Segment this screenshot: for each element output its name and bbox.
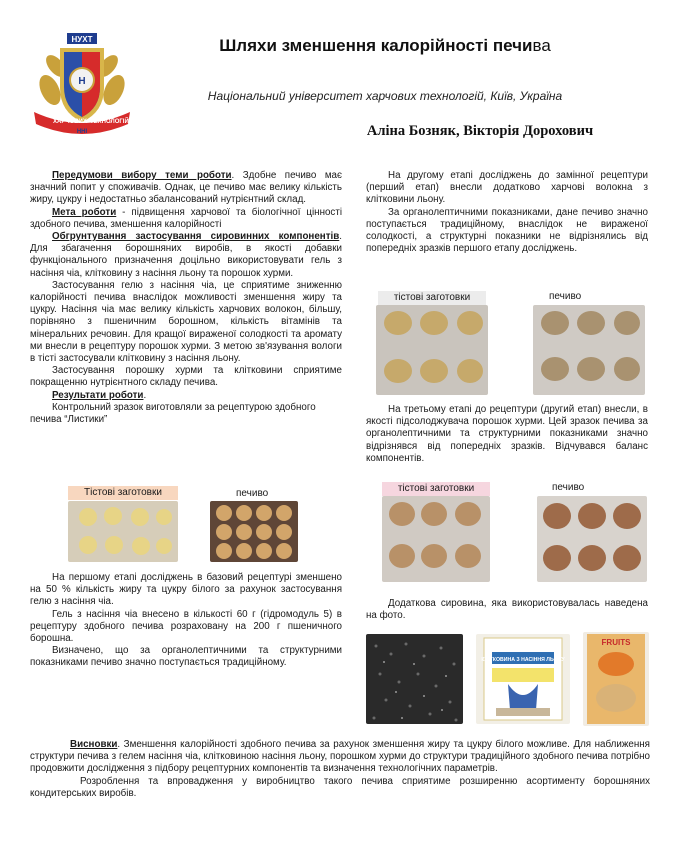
left-column-top <box>30 170 342 426</box>
motivation-heading: Передумови вибору теми роботи <box>52 170 232 181</box>
pkg2-brand: FRUITS <box>601 638 631 647</box>
results-heading: Результати роботи <box>52 389 144 401</box>
photo-chia-seeds <box>366 634 463 724</box>
goal-text: - підвищення харчової та біологічної цінності здобного печива, зменшення калорійності <box>30 206 342 230</box>
photo-dough-control <box>68 501 178 562</box>
photo-flax-fiber-pack <box>476 634 570 724</box>
motivation-text: . Здобне печиво має значний попит у споживачів. Однак, це печиво має велику кількість жиру, цукру і недостатньо збалансований нутрієнтний склад. <box>30 170 343 206</box>
label-dough-stage3: тістові заготовки <box>382 482 490 496</box>
photo-cookie-stage3 <box>537 496 647 582</box>
label-cookie-stage2: печиво <box>549 291 582 302</box>
title-main: Шляхи зменшення калорійності печи <box>219 36 533 55</box>
paragraph-chia: Застосування гелю з насіння чіа, це сприятиме зниженню калорійності печива внаслідок можливості зменшення жиру та цукру. Насіння чіа має велику кількість харчових волокон, більшу, порівняно з пшеничним борошном, кількість вітамінів та мінеральних речовин. Для кращої вираженої солодкості та аромату ми внесли в рецептуру порошок хурми. З метою зв'язування вологи в тісті застосували клітковину з насіння льону. <box>30 279 342 365</box>
paragraph-goal <box>30 207 342 231</box>
poster-title <box>150 36 620 56</box>
label-cookie-left: печиво <box>236 488 269 499</box>
paragraph-motivation <box>30 170 342 207</box>
photo-cookie-control <box>210 501 298 562</box>
conclusions-heading: Висновки <box>70 739 118 750</box>
photo-dough-stage2 <box>376 305 488 395</box>
photo-dough-stage3 <box>382 496 490 582</box>
university-logo <box>20 30 144 138</box>
conclusions <box>30 739 650 800</box>
logo-text-bottom: ННІ <box>76 129 88 135</box>
goal-heading: Мета роботи <box>52 206 117 218</box>
logo-text-left: ХАРЧОВИХ <box>53 119 87 125</box>
paragraph-extra-ingredients: Додаткова сировина, яка використовувалась наведена на фото. <box>366 598 648 622</box>
right-column-middle <box>366 404 648 465</box>
conclusions-text: . Зменшення калорійності здобного печива за рахунок зменшення жиру та цукру білого можливе. Для наближення структури печива з гелем насіння чіа, клітковиною насіння льону, порошком хурми до структури традиційного здобного печива потрібно продовжити дослідження з підбору рецептурних компонентів та визначення технологічних параметрів. <box>30 739 650 775</box>
label-dough-stage2: тістові заготовки <box>378 291 486 305</box>
logo-text-top: НУХТ <box>71 35 93 44</box>
paragraph-results <box>30 390 342 402</box>
paragraph-conclusions <box>30 739 650 776</box>
label-dough-left: Тістові заготовки <box>68 486 178 500</box>
results-tail: . <box>143 389 147 401</box>
right-column-top <box>366 170 648 255</box>
photo-persimmon-powder-pack <box>583 632 649 726</box>
photo-cookie-stage2 <box>533 305 645 395</box>
institution: Національний університет харчових технологій, Київ, Україна <box>207 89 563 103</box>
paragraph-justification <box>30 231 342 280</box>
right-column-bottom <box>366 598 648 622</box>
justification-heading: Обгрунтування застосування сировинних компонентів <box>52 231 340 243</box>
title-tail: ва <box>532 36 551 55</box>
paragraph-stage3: На третьому етапі до рецептури (другий етап) внесли, в якості підсолоджувача порошок хурми. Цей зразок печива за органолептичними та структурними показниками значно відрізнявся від попередніх зразків. Відчувався баланс компонентів. <box>366 404 648 464</box>
authors: Аліна Бозняк, Вікторія Дорохович <box>366 123 594 139</box>
paragraph-stage1-result: Визначено, що за органолептичними та структурними показниками печиво значно поступається традиційному. <box>30 645 342 669</box>
paragraph-stage2: На другому етапі досліджень до замінної рецептури (перший етап) внесли додатково харчові волокна з клітковини льону. <box>366 170 648 206</box>
paragraph-persimmon: Застосування порошку хурми та клітковини сприятиме покращенню нутрієнтного складу печива. <box>30 365 342 389</box>
paragraph-stage1: На першому етапі досліджень в базовий рецептурі зменшено на 50 % кількість жиру та цукру білого за рахунок застосування гелю з насіння чіа. <box>30 572 342 608</box>
label-cookie-stage3: печиво <box>552 482 585 493</box>
pkg1-title: КЛІТКОВИНА З НАСІННЯ ЛЬОНУ <box>481 657 565 663</box>
justification-text: . Для збагачення борошняних виробів, в якості добавки функціонального призначення доцільно використовувати гель з насіння чіа, клітковину з насіння льону та порошок хурми. <box>30 231 342 279</box>
paragraph-final: Розроблення та впровадження у виробництво такого печива сприятиме розширенню асортименту борошняних кондитерських виробів. <box>30 775 650 799</box>
left-column-bottom <box>30 572 342 670</box>
svg-text:Н: Н <box>78 76 86 87</box>
paragraph-chia-gel: Гель з насіння чіа внесено в кількості 60 г (гідромодуль 5) в рецептуру здобного печива розраховану на 200 г пшеничного борошна. <box>30 608 342 645</box>
logo-text-right: ТЕХНОЛОГІЙ <box>90 119 129 125</box>
paragraph-control: Контрольний зразок виготовляли за рецептурою здобного печива “Листики” <box>30 401 316 426</box>
paragraph-stage2-result: За органолептичними показниками, дане печиво значно поступається традиційному, внаслідок не вираженої солодкості, а структурні показники не відрізнялись від попередніх зразків першого етапу досліджень. <box>366 206 648 255</box>
